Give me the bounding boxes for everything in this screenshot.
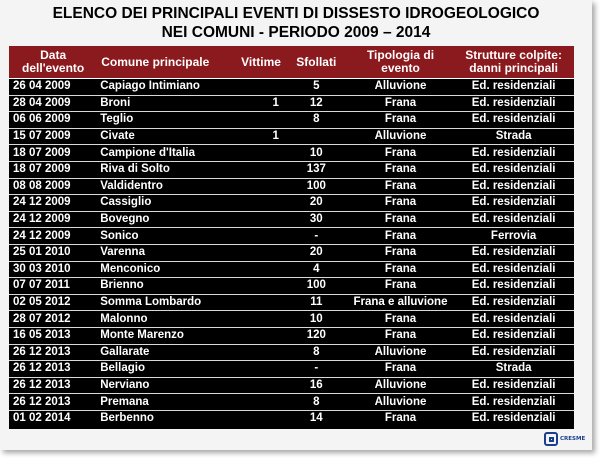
cell-vittime (237, 294, 285, 311)
cell-date: 16 05 2013 (9, 327, 97, 344)
cell-comune: Capiago Intimiano (97, 79, 237, 96)
cell-strutture: Ed. residenziali (453, 244, 574, 261)
cell-date: 24 12 2009 (9, 228, 97, 245)
cell-date: 26 12 2013 (9, 344, 97, 361)
cell-tipologia: Frana (384, 412, 417, 425)
header-sfollati: Sfollati (285, 46, 348, 79)
cell-vittime (237, 228, 285, 245)
cell-date: 26 12 2013 (9, 377, 97, 394)
cell-tipologia: Frana (348, 145, 453, 162)
cell-date: 26 12 2013 (9, 361, 97, 378)
cell-date: 24 12 2009 (9, 211, 97, 228)
cell-date: 06 06 2009 (9, 112, 97, 129)
cell-strutture: Ed. residenziali (453, 145, 574, 162)
table-row (9, 261, 574, 278)
cell-vittime (237, 361, 285, 378)
cell-strutture: Strada (453, 128, 574, 145)
cell-vittime (237, 195, 285, 212)
cell-sfollati: - (285, 361, 348, 378)
cell-tipologia: Frana (348, 195, 453, 212)
cell-tipologia: Alluvione (348, 128, 453, 145)
cell-comune: Premana (97, 394, 237, 411)
table-row (9, 410, 574, 426)
cell-strutture: Ed. residenziali (453, 377, 574, 394)
table-row (9, 145, 574, 162)
cell-comune: Cassiglio (97, 195, 237, 212)
cell-tipologia: Frana (348, 327, 453, 344)
cell-vittime (237, 327, 285, 344)
cell-tipologia: Frana (348, 211, 453, 228)
cell-strutture: Ed. residenziali (453, 79, 574, 96)
cell-vittime (237, 161, 285, 178)
cell-comune: Nerviano (97, 377, 237, 394)
cell-comune: Teglio (97, 112, 237, 129)
page-title (0, 4, 592, 42)
table-header-row (9, 46, 574, 79)
cell-comune: Valdidentro (97, 178, 237, 195)
cell-date: 08 08 2009 (9, 178, 97, 195)
cell-sfollati: 20 (285, 195, 348, 212)
table-row (9, 211, 574, 228)
header-data-line2: dell'evento (22, 61, 85, 75)
cell-vittime (237, 344, 285, 361)
cell-date: 26 12 2013 (9, 394, 97, 411)
cell-date: 25 01 2010 (9, 244, 97, 261)
cell-comune: Monte Marenzo (97, 327, 237, 344)
table-row (9, 79, 574, 96)
table-row (9, 361, 574, 378)
cell-strutture: Ed. residenziali (453, 311, 574, 328)
cell-tipologia: Frana (348, 95, 453, 112)
table-row (9, 161, 574, 178)
cell-vittime (237, 410, 285, 426)
cell-tipologia: Alluvione (348, 344, 453, 361)
table-row (9, 244, 574, 261)
cell-vittime: 1 (237, 128, 285, 145)
cell-tipologia: Frana (348, 261, 453, 278)
cell-strutture: Ed. residenziali (453, 211, 574, 228)
cell-date: 28 07 2012 (9, 311, 97, 328)
cell-sfollati: 12 (285, 95, 348, 112)
table-row (9, 112, 574, 129)
cell-vittime (237, 278, 285, 295)
logo-mark-icon (544, 432, 558, 446)
cell-vittime (237, 178, 285, 195)
events-table (9, 46, 574, 426)
cell-sfollati: 100 (285, 278, 348, 295)
cell-sfollati: 11 (285, 294, 348, 311)
cell-comune: Gallarate (97, 344, 237, 361)
cell-date: 01 02 2014 (13, 412, 71, 425)
header-tipologia-line1: Tipologia di (366, 48, 435, 62)
cell-date: 18 07 2009 (9, 161, 97, 178)
cell-date: 07 07 2011 (9, 278, 97, 295)
cell-sfollati: 5 (285, 79, 348, 96)
table-row (9, 344, 574, 361)
cell-tipologia: Frana (348, 228, 453, 245)
logo-text: CRESME (560, 436, 586, 442)
events-table-container (9, 46, 574, 429)
cell-date: 02 05 2012 (9, 294, 97, 311)
cell-comune: Broni (97, 95, 237, 112)
cell-sfollati: 8 (285, 394, 348, 411)
cell-sfollati: 8 (285, 112, 348, 129)
table-row (9, 311, 574, 328)
cell-vittime (237, 394, 285, 411)
header-strutture (453, 46, 574, 79)
header-strutture-line2: danni principali (469, 61, 558, 75)
table-row (9, 178, 574, 195)
cell-strutture: Ed. residenziali (453, 394, 574, 411)
cell-strutture: Ed. residenziali (453, 278, 574, 295)
cell-tipologia: Frana (348, 311, 453, 328)
header-strutture-line1: Strutture colpite: (465, 48, 562, 62)
cell-tipologia: Frana (348, 178, 453, 195)
table-row (9, 327, 574, 344)
cell-tipologia: Frana (348, 161, 453, 178)
cell-date: 28 04 2009 (9, 95, 97, 112)
cell-sfollati: - (285, 228, 348, 245)
cell-comune: Sonico (97, 228, 237, 245)
table-row (9, 377, 574, 394)
cell-sfollati: 20 (285, 244, 348, 261)
cell-strutture: Ed. residenziali (453, 112, 574, 129)
cell-comune: Berbenno (100, 412, 154, 425)
table-row (9, 128, 574, 145)
cell-date: 26 04 2009 (9, 79, 97, 96)
cell-date: 30 03 2010 (9, 261, 97, 278)
cell-vittime (237, 145, 285, 162)
cell-comune: Campione d'Italia (97, 145, 237, 162)
cell-strutture: Ed. residenziali (453, 195, 574, 212)
cell-tipologia: Frana (348, 112, 453, 129)
header-tipologia-line2: evento (381, 61, 420, 75)
title-line-2: NEI COMUNI - PERIODO 2009 – 2014 (161, 24, 431, 41)
cell-comune: Civate (97, 128, 237, 145)
cell-tipologia: Frana e alluvione (348, 294, 453, 311)
cell-strutture: Ed. residenziali (453, 178, 574, 195)
cell-sfollati (285, 128, 348, 145)
table-row (9, 195, 574, 212)
cell-comune: Brienno (97, 278, 237, 295)
header-tipologia (348, 46, 453, 79)
cell-sfollati: 120 (285, 327, 348, 344)
table-row (9, 394, 574, 411)
cell-sfollati: 30 (285, 211, 348, 228)
table-body (9, 79, 574, 427)
cell-vittime: 1 (237, 95, 285, 112)
cell-strutture: Ed. residenziali (453, 327, 574, 344)
cell-vittime (237, 244, 285, 261)
cell-strutture: Ferrovia (453, 228, 574, 245)
cell-sfollati: 16 (285, 377, 348, 394)
table-row (9, 278, 574, 295)
cell-date: 15 07 2009 (9, 128, 97, 145)
header-data (9, 46, 97, 79)
cell-vittime (237, 377, 285, 394)
cell-tipologia: Frana (348, 244, 453, 261)
header-vittime: Vittime (237, 46, 285, 79)
cell-strutture: Ed. residenziali (471, 412, 556, 425)
cell-comune: Riva di Solto (97, 161, 237, 178)
cell-vittime (237, 112, 285, 129)
cell-strutture: Ed. residenziali (453, 261, 574, 278)
table-row (9, 294, 574, 311)
cell-vittime (237, 261, 285, 278)
title-line-1: ELENCO DEI PRINCIPALI EVENTI DI DISSESTO IDROGEOLOGICO (52, 5, 540, 22)
cell-vittime (237, 79, 285, 96)
cell-strutture: Ed. residenziali (453, 161, 574, 178)
cell-sfollati: 10 (285, 145, 348, 162)
cell-strutture: Strada (453, 361, 574, 378)
cell-comune: Bovegno (97, 211, 237, 228)
header-comune: Comune principale (97, 46, 237, 79)
cell-sfollati: 4 (285, 261, 348, 278)
cell-tipologia: Frana (348, 278, 453, 295)
cell-date: 18 07 2009 (9, 145, 97, 162)
cell-sfollati: 8 (285, 344, 348, 361)
cell-comune: Somma Lombardo (97, 294, 237, 311)
cell-comune: Varenna (97, 244, 237, 261)
cell-comune: Bellagio (97, 361, 237, 378)
cell-tipologia: Alluvione (348, 79, 453, 96)
table-row (9, 228, 574, 245)
cell-tipologia: Alluvione (348, 377, 453, 394)
cell-strutture: Ed. residenziali (453, 344, 574, 361)
cell-strutture: Ed. residenziali (453, 294, 574, 311)
cell-comune: Malonno (97, 311, 237, 328)
cell-vittime (237, 211, 285, 228)
cell-strutture: Ed. residenziali (453, 95, 574, 112)
header-data-line1: Data (40, 48, 67, 62)
cell-sfollati: 137 (285, 161, 348, 178)
cell-vittime (237, 311, 285, 328)
cell-sfollati: 10 (285, 311, 348, 328)
cell-date: 24 12 2009 (9, 195, 97, 212)
cell-tipologia: Alluvione (348, 394, 453, 411)
cell-comune: Menconico (97, 261, 237, 278)
cresme-logo (544, 432, 590, 448)
cell-tipologia: Frana (348, 361, 453, 378)
cell-sfollati: 14 (309, 412, 323, 425)
table-row (9, 95, 574, 112)
cell-sfollati: 100 (285, 178, 348, 195)
